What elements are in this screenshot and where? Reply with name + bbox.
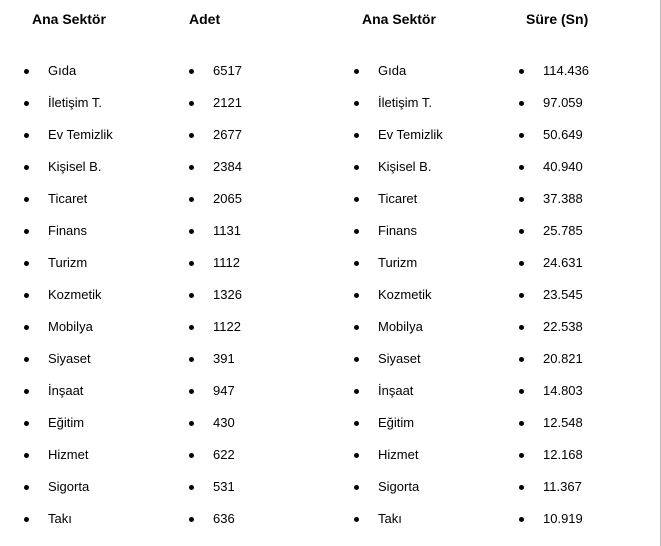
bullet-icon (354, 389, 359, 394)
bullet-icon (189, 101, 194, 106)
list-item-text: Eğitim (48, 415, 85, 430)
list-item-text: İletişim T. (48, 95, 102, 110)
bullet-icon (24, 325, 29, 330)
list-item-text: Mobilya (48, 319, 93, 334)
bullet-icon (24, 453, 29, 458)
list-item-text: Mobilya (378, 319, 423, 334)
bullet-icon (354, 517, 359, 522)
list-item-text: Hizmet (378, 447, 419, 462)
list-item-text: İnşaat (378, 383, 414, 398)
bullet-icon (354, 69, 359, 74)
list-item-text: 10.919 (543, 511, 583, 526)
list-item-text: Ticaret (378, 191, 418, 206)
bullet-icon (354, 229, 359, 234)
list-item-text: 40.940 (543, 159, 583, 174)
list-item-text: 24.631 (543, 255, 583, 270)
header-sector-duration: Ana Sektör (362, 11, 436, 27)
header-sector-count: Ana Sektör (32, 11, 106, 27)
list-item-text: 2121 (213, 95, 242, 110)
list-item-text: 947 (213, 383, 235, 398)
list-item-text: 114.436 (543, 63, 590, 78)
list-item-text: 14.803 (543, 383, 583, 398)
list-item-text: 622 (213, 447, 235, 462)
bullet-icon (519, 261, 524, 266)
list-item-text: 1131 (213, 223, 241, 238)
list-item-text: Kişisel B. (48, 159, 102, 174)
bullet-icon (519, 389, 524, 394)
bullet-icon (519, 421, 524, 426)
list-item-text: İletişim T. (378, 95, 432, 110)
list-item-text: 636 (213, 511, 235, 526)
header-duration: Süre (Sn) (526, 11, 589, 27)
bullet-icon (189, 453, 194, 458)
list-item-text: 1326 (213, 287, 242, 302)
bullet-icon (189, 517, 194, 522)
bullet-icon (354, 293, 359, 298)
list-item-text: Finans (378, 223, 418, 238)
list-item-text: Gıda (48, 63, 77, 78)
bullet-icon (519, 165, 524, 170)
header-count: Adet (189, 11, 221, 27)
bullet-icon (519, 517, 524, 522)
list-item-text: Ev Temizlik (48, 127, 113, 142)
bullet-icon (24, 261, 29, 266)
bullet-icon (24, 389, 29, 394)
bullet-icon (24, 165, 29, 170)
list-item-text: 6517 (213, 63, 242, 78)
bullet-icon (24, 101, 29, 106)
list-item-text: Ticaret (48, 191, 88, 206)
bullet-icon (24, 197, 29, 202)
list-item-text: 12.168 (543, 447, 583, 462)
bullet-icon (24, 485, 29, 490)
bullet-icon (519, 357, 524, 362)
bullet-icon (354, 453, 359, 458)
bullet-icon (24, 421, 29, 426)
bullet-icon (24, 229, 29, 234)
bullet-icon (354, 485, 359, 490)
list-item-text: 50.649 (543, 127, 583, 142)
bullet-icon (354, 165, 359, 170)
list-item-text: İnşaat (48, 383, 84, 398)
list-item-text: Sigorta (378, 479, 420, 494)
bullet-icon (354, 357, 359, 362)
list-item-text: 1122 (213, 319, 241, 334)
bullet-icon (189, 357, 194, 362)
bullet-icon (354, 421, 359, 426)
bullet-icon (519, 293, 524, 298)
bullet-icon (519, 69, 524, 74)
bullet-icon (519, 197, 524, 202)
list-item-text: 391 (213, 351, 235, 366)
list-item-text: Finans (48, 223, 88, 238)
list-item-text: Kozmetik (48, 287, 102, 302)
list-item-text: 2065 (213, 191, 242, 206)
list-item-text: Ev Temizlik (378, 127, 443, 142)
list-item-text: Turizm (48, 255, 88, 270)
list-item-text: 531 (213, 479, 235, 494)
bullet-icon (189, 421, 194, 426)
bullet-icon (519, 133, 524, 138)
bullet-icon (24, 293, 29, 298)
list-item-text: Siyaset (48, 351, 91, 366)
list-item-text: 37.388 (543, 191, 583, 206)
bullet-icon (519, 229, 524, 234)
list-item-text: Kişisel B. (378, 159, 432, 174)
bullet-icon (189, 293, 194, 298)
bullet-icon (189, 325, 194, 330)
list-item-text: 23.545 (543, 287, 583, 302)
list-item-text: Eğitim (378, 415, 415, 430)
bullet-icon (519, 325, 524, 330)
bullet-icon (189, 229, 194, 234)
bullet-icon (189, 133, 194, 138)
list-item-text: 11.367 (543, 479, 582, 494)
bullet-icon (24, 69, 29, 74)
list-item-text: 20.821 (543, 351, 583, 366)
bullet-icon (189, 165, 194, 170)
bullet-icon (189, 389, 194, 394)
list-item-text: 12.548 (543, 415, 583, 430)
bullet-icon (519, 101, 524, 106)
bullet-icon (354, 197, 359, 202)
list-item-text: 2384 (213, 159, 242, 174)
bullet-icon (24, 357, 29, 362)
list-item-text: 1112 (213, 255, 240, 270)
list-item-text: 430 (213, 415, 235, 430)
list-item-text: 2677 (213, 127, 242, 142)
bullet-icon (189, 197, 194, 202)
bullet-icon (24, 133, 29, 138)
bullet-icon (519, 453, 524, 458)
bullet-icon (354, 325, 359, 330)
bullet-icon (189, 485, 194, 490)
bullet-icon (24, 517, 29, 522)
list-item-text: 22.538 (543, 319, 583, 334)
list-item-text: Takı (378, 511, 402, 526)
list-item-text: Siyaset (378, 351, 421, 366)
bullet-icon (354, 261, 359, 266)
list-item-text: Gıda (378, 63, 407, 78)
bullet-icon (354, 101, 359, 106)
bullet-icon (519, 485, 524, 490)
list-item-text: Takı (48, 511, 72, 526)
bullet-icon (189, 69, 194, 74)
bullet-icon (354, 133, 359, 138)
list-item-text: 97.059 (543, 95, 583, 110)
bullet-icon (189, 261, 194, 266)
list-item-text: 25.785 (543, 223, 583, 238)
list-item-text: Hizmet (48, 447, 89, 462)
list-item-text: Kozmetik (378, 287, 432, 302)
list-item-text: Sigorta (48, 479, 90, 494)
list-item-text: Turizm (378, 255, 418, 270)
